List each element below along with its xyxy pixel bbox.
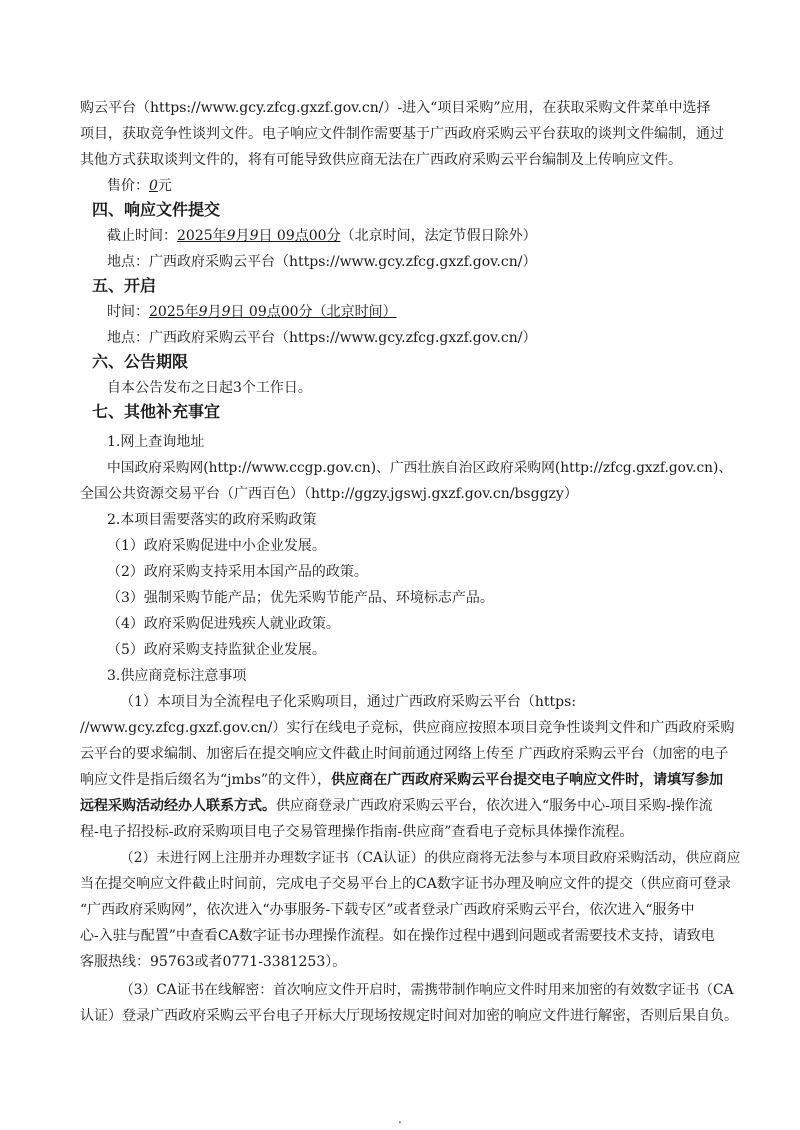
price-value: 0: [149, 178, 158, 194]
footer-mark: .: [398, 1112, 402, 1126]
deadline-note: （北京时间，法定节假日除外）: [340, 228, 537, 244]
section-5-heading: 五、开启: [92, 276, 157, 295]
open-time-date: 2025年9月9日 09点00分（北京时间）: [149, 304, 397, 320]
section-6-text: 自本公告发布之日起3个工作日。: [107, 380, 312, 396]
note-2-line: 心-入驻与配置”中查看CA数字证书办理操作流程。如在操作过程中遇到问题或者需要技术支持，请致电: [80, 928, 715, 944]
note-1-line: （1）本项目为全流程电子化采购项目，通过广西政府采购云平台（https:: [120, 694, 577, 710]
note-2-line: 客服热线：95763或者0771-3381253）。: [80, 954, 347, 970]
section-7-heading: 七、其他补充事宜: [92, 402, 221, 421]
item-2-title: 2.本项目需要落实的政府采购政策: [107, 512, 317, 528]
policy-item: （4）政府采购促进残疾人就业政策。: [107, 616, 340, 632]
bold-notice: 供应商在广西政府采购云平台提交电子响应文件时，请填写参加: [331, 772, 724, 788]
note-1-line: //www.gcy.zfcg.gxzf.gov.cn/）实行在线电子竞标，供应商应按照本项目竞争性谈判文件和广西政府采购: [80, 720, 735, 736]
paragraph-line: 其他方式获取谈判文件的，将有可能导致供应商无法在广西政府采购云平台编制及上传响应文件。: [80, 152, 682, 168]
note-1-line: 程-电子招投标-政府采购项目电子交易管理操作指南-供应商”查看电子竞标具体操作流程。: [80, 824, 634, 840]
price-line: [107, 176, 740, 196]
note-3-line: 认证）登录广西政府采购云平台电子开标大厅现场按规定时间对加密的响应文件进行解密，否则后果自负。: [80, 1008, 738, 1024]
section-4-location: 地点：广西政府采购云平台（https://www.gcy.zfcg.gxzf.gov.cn/）: [107, 254, 537, 270]
item-3-title: 3.供应商竞标注意事项: [107, 668, 247, 684]
open-time-line: [107, 302, 740, 322]
price-unit: 元: [157, 178, 172, 194]
note-2-line: （2）未进行网上注册并办理数字证书（CA认证）的供应商将无法参与本项目政府采购活动，供应商应: [120, 850, 740, 866]
item-1-title: 1.网上查询地址: [107, 434, 205, 450]
policy-item: （1）政府采购促进中小企业发展。: [107, 538, 326, 554]
paragraph-line: 购云平台（https://www.gcy.zfcg.gxzf.gov.cn/）-进入“项目采购”应用，在获取采购文件菜单中选择: [80, 100, 711, 116]
policy-item: （5）政府采购支持监狱企业发展。: [107, 642, 326, 658]
note-1-line: 远程采购活动经办人联系方式。供应商登录广西政府采购云平台，依次进入“服务中心-项目采购-操作流: [80, 798, 713, 814]
deadline-line: [107, 226, 740, 246]
section-4-heading: 四、响应文件提交: [92, 200, 221, 219]
section-5-location: 地点：广西政府采购云平台（https://www.gcy.zfcg.gxzf.gov.cn/）: [107, 330, 537, 346]
deadline-date: 2025年9月9日 09点00分: [177, 228, 341, 244]
item-1-line: 中国政府采购网(http://www.ccgp.gov.cn)、广西壮族自治区政府采购网(http://zfcg.gxzf.gov.cn)、: [107, 460, 733, 476]
item-1-line: 全国公共资源交易平台（广西百色）（http://ggzy.jgswj.gxzf.gov.cn/bsggzy）: [80, 486, 578, 502]
paragraph-line: 项目，获取竞争性谈判文件。电子响应文件制作需要基于广西政府采购云平台获取的谈判文件编制，通过: [80, 126, 724, 142]
note-1-line: 云平台的要求编制、加密后在提交响应文件截止时间前通过网络上传至 广西政府采购云平台（加密的电子: [80, 746, 729, 762]
section-6-heading: 六、公告期限: [92, 352, 189, 371]
price-label: 售价：: [107, 178, 149, 194]
note-1-line: 响应文件是指后缀名为“jmbs”的文件），供应商在广西政府采购云平台提交电子响应文件时，请填写参加: [80, 772, 724, 788]
deadline-label: 截止时间：: [107, 228, 177, 244]
policy-item: （3）强制采购节能产品；优先采购节能产品、环境标志产品。: [107, 590, 494, 606]
open-time-label: 时间：: [107, 304, 149, 320]
note-3-line: （3）CA证书在线解密：首次响应文件开启时，需携带制作响应文件时用来加密的有效数字证书（CA: [120, 982, 734, 998]
bold-notice: 远程采购活动经办人联系方式。: [80, 798, 276, 814]
note-2-line: 当在提交响应文件截止时间前，完成电子交易平台上的CA数字证书办理及响应文件的提交（供应商可登录: [80, 876, 731, 892]
policy-item: （2）政府采购支持采用本国产品的政策。: [107, 564, 368, 580]
note-2-line: “广西政府采购网”，依次进入“办事服务-下载专区”或者登录广西政府采购云平台，依次进入“服务中: [80, 902, 695, 918]
